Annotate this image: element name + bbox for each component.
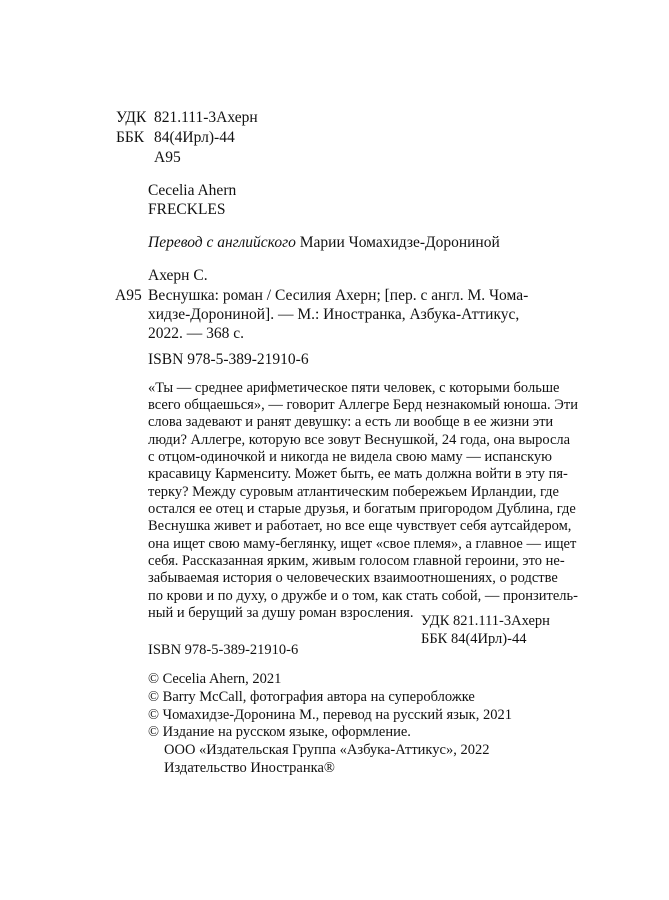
annotation-line: люди? Аллегре, которую все зовут Веснушкой, 24 года, она выросла: [148, 432, 571, 448]
annotation-line: слова задевают и ранят девушку: а есть ли вообще в ее жизни эти: [148, 414, 554, 430]
udk-label: УДК: [116, 109, 147, 126]
bbk-label: ББК: [116, 129, 145, 146]
annotation-line: «Ты — среднее арифметическое пяти человек, с которыми больше: [148, 380, 560, 396]
annotation-line: с отцом-одиночкой и никогда не видела свою маму — испанскую: [148, 449, 552, 465]
bbk-value: 84(4Ирл)-44: [154, 129, 235, 146]
footer-isbn: ISBN 978-5-389-21910-6: [148, 642, 299, 658]
copyright-line: © Barry McCall, фотография автора на суперобложке: [148, 689, 475, 705]
bib-sign: A95: [115, 287, 142, 304]
bib-author-heading: Ахерн С.: [148, 267, 208, 284]
udk-row: [116, 109, 258, 127]
copyright-line: © Чомахидзе-Доронина М., перевод на русский язык, 2021: [148, 707, 512, 723]
annotation-line: Веснушка живет и работает, но все еще чувствует себя аутсайдером,: [148, 518, 572, 534]
annotation-udk: УДК 821.111-3Ахерн: [421, 613, 550, 629]
original-title: FRECKLES: [148, 201, 226, 218]
annotation-line: себя. Рассказанная ярким, живым голосом главной героини, это не-: [148, 553, 565, 569]
bib-line: Веснушка: роман / Сесилия Ахерн; [пер. с англ. М. Чома-: [148, 287, 529, 304]
translation-prefix: Перевод с английского: [148, 234, 296, 251]
original-author: Cecelia Ahern: [148, 182, 237, 199]
bib-line: 2022. — 368 с.: [148, 325, 245, 342]
publisher-line: Издательство Иностранка®: [164, 760, 335, 776]
copyright-line: © Издание на русском языке, оформление.: [148, 724, 411, 740]
copyright-line: © Cecelia Ahern, 2021: [148, 671, 282, 687]
annotation-line: терку? Между суровым атлантическим побережьем Ирландии, где: [148, 484, 559, 500]
publisher-line: ООО «Издательская Группа «Азбука-Аттикус», 2022: [164, 742, 490, 758]
annotation-line: всего общаешься», — говорит Аллегре Берд незнакомый юноша. Эти: [148, 397, 578, 413]
annotation-line: ный и берущий за душу роман взросления.: [148, 605, 414, 621]
translator-name: Марии Чомахидзе-Дорониной: [299, 234, 500, 251]
annotation-line: красавицу Карменситу. Может быть, ее мать должна войти в эту пя-: [148, 466, 568, 482]
annotation-line: забываемая история о человеческих взаимоотношениях, о родстве: [148, 570, 558, 586]
bib-line: хидзе-Дорониной]. — М.: Иностранка, Азбука-Аттикус,: [148, 306, 520, 323]
bib-isbn: ISBN 978-5-389-21910-6: [148, 351, 309, 368]
annotation-bbk: ББК 84(4Ирл)-44: [421, 631, 527, 647]
translation-credit: [148, 234, 500, 252]
annotation-line: по крови и по духу, о дружбе и о том, как стать собой, — пронзитель-: [148, 588, 578, 604]
annotation-line: остался ее отец и старые друзья, и богатым пригородом Дублина, где: [148, 501, 576, 517]
annotation-line: она ищет свою маму-беглянку, ищет «свое племя», а главное — ищет: [148, 536, 577, 552]
udk-value: 821.111-3Ахерн: [154, 109, 258, 126]
bbk-row: [116, 129, 235, 147]
author-sign: A95: [154, 149, 181, 166]
